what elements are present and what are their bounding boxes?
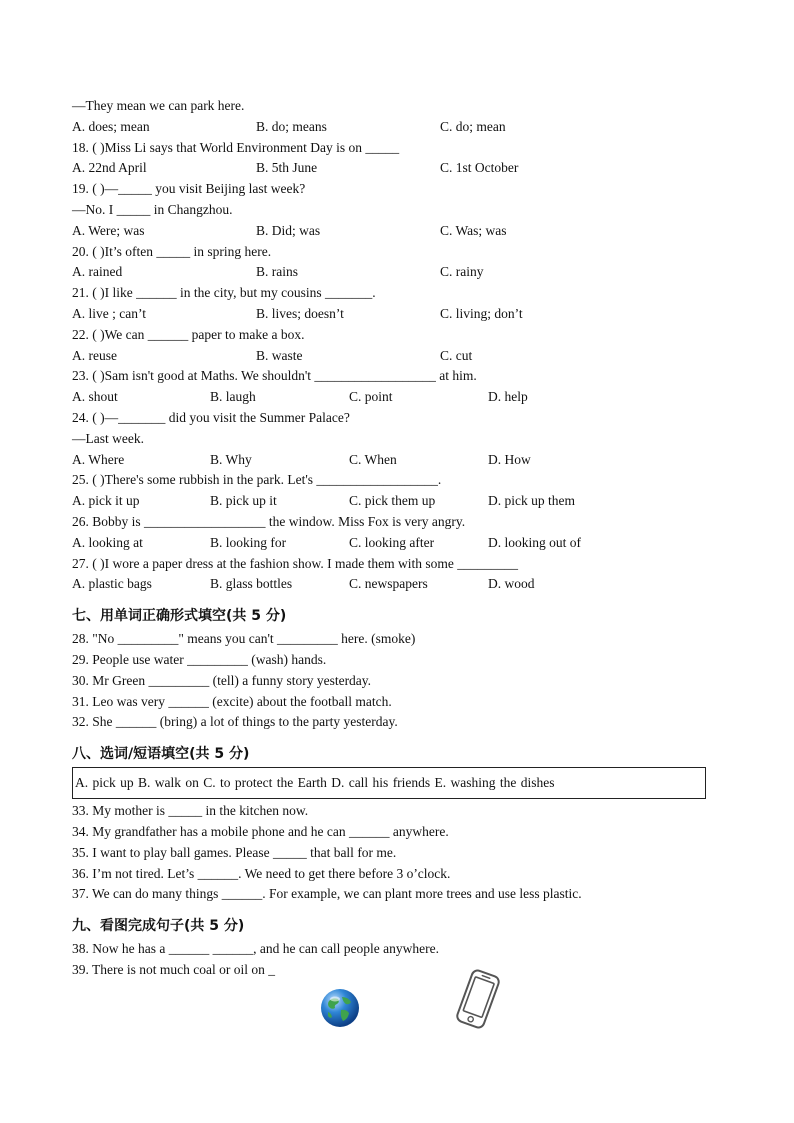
question-line: 33. My mother is _____ in the kitchen now.	[72, 803, 309, 819]
answer-option: C. looking after	[349, 534, 435, 550]
question-line: 24. ( )—_______ did you visit the Summer Palace?	[72, 409, 350, 425]
question-line: 29. People use water _________ (wash) hands.	[72, 651, 327, 667]
question-line: 23. ( )Sam isn't good at Maths. We shouldn't __________________ at him.	[72, 368, 477, 384]
question-line: 39. There is not much coal or oil on _	[72, 961, 275, 977]
mobile-phone-icon	[450, 966, 506, 1032]
answer-option: A. rained	[72, 264, 123, 280]
question-line: 37. We can do many things ______. For example, we can plant more trees and use less plastic.	[72, 886, 582, 902]
answer-option: B. lives; doesn’t	[256, 305, 344, 321]
answer-options-row	[72, 387, 732, 408]
question-line: 21. ( )I like ______ in the city, but my cousins _______.	[72, 285, 376, 301]
answer-options-row	[72, 158, 732, 179]
section-heading: 七、用单词正确形式填空(共 5 分)	[72, 608, 287, 625]
answer-options-row	[72, 346, 732, 367]
question-line: —No. I _____ in Changzhou.	[72, 201, 233, 217]
answer-option: B. pick up it	[210, 493, 277, 509]
answer-option: B. Did; was	[256, 222, 321, 238]
question-line: 22. ( )We can ______ paper to make a box.	[72, 326, 305, 342]
question-line: 19. ( )—_____ you visit Beijing last week?	[72, 181, 306, 197]
question-line: 31. Leo was very ______ (excite) about the football match.	[72, 693, 392, 709]
answer-option: A. Where	[72, 451, 125, 467]
question-line: 28. "No _________" means you can't _________ here. (smoke)	[72, 631, 416, 647]
answer-option: C. newspapers	[349, 576, 428, 592]
answer-option: D. wood	[488, 576, 535, 592]
question-line: 25. ( )There's some rubbish in the park. Let's __________________.	[72, 472, 442, 488]
answer-option: D. looking out of	[488, 534, 581, 550]
question-line: 30. Mr Green _________ (tell) a funny story yesterday.	[72, 672, 372, 688]
answer-option: B. do; means	[256, 118, 327, 134]
word-bank-box: A. pick up B. walk on C. to protect the Earth D. call his friends E. washing the dishes	[72, 767, 706, 799]
answer-options-row	[72, 491, 732, 512]
answer-option: B. 5th June	[256, 160, 318, 176]
answer-option: B. rains	[256, 264, 298, 280]
answer-option: D. help	[488, 389, 528, 405]
answer-option: C. living; don’t	[440, 305, 523, 321]
answer-option: C. Was; was	[440, 222, 507, 238]
answer-option: A. 22nd April	[72, 160, 147, 176]
answer-options-row	[72, 574, 732, 595]
answer-options-row	[72, 262, 732, 283]
question-line: 32. She ______ (bring) a lot of things to the party yesterday.	[72, 714, 398, 730]
section-heading: 八、选词/短语填空(共 5 分)	[72, 746, 250, 763]
answer-option: B. looking for	[210, 534, 287, 550]
answer-option: C. point	[349, 389, 393, 405]
answer-option: B. glass bottles	[210, 576, 293, 592]
answer-option: A. shout	[72, 389, 118, 405]
answer-options-row	[72, 221, 732, 242]
answer-option: A. reuse	[72, 347, 117, 363]
answer-options-row	[72, 117, 732, 138]
answer-option: A. pick it up	[72, 493, 140, 509]
question-line: 35. I want to play ball games. Please _____ that ball for me.	[72, 844, 397, 860]
question-line: —Last week.	[72, 430, 144, 446]
answer-options-row	[72, 450, 732, 471]
question-line: 20. ( )It’s often _____ in spring here.	[72, 243, 272, 259]
answer-option: D. pick up them	[488, 493, 575, 509]
answer-option: C. 1st October	[440, 160, 519, 176]
answer-option: A. live ; can’t	[72, 305, 146, 321]
answer-option: C. rainy	[440, 264, 484, 280]
answer-options-row	[72, 304, 732, 325]
question-line: 27. ( )I wore a paper dress at the fashion show. I made them with some _________	[72, 555, 519, 571]
answer-option: B. laugh	[210, 389, 256, 405]
question-line: 26. Bobby is __________________ the window. Miss Fox is very angry.	[72, 513, 466, 529]
question-line: —They mean we can park here.	[72, 98, 245, 113]
answer-option: C. pick them up	[349, 493, 436, 509]
worksheet-page	[72, 96, 732, 981]
question-line: 18. ( )Miss Li says that World Environment Day is on _____	[72, 139, 400, 155]
section-heading: 九、看图完成句子(共 5 分)	[72, 918, 245, 935]
answer-option: D. How	[488, 451, 531, 467]
answer-option: C. When	[349, 451, 397, 467]
answer-option: A. looking at	[72, 534, 143, 550]
answer-option: A. does; mean	[72, 118, 150, 134]
question-line: 34. My grandfather has a mobile phone and he can ______ anywhere.	[72, 823, 449, 839]
answer-option: C. cut	[440, 347, 473, 363]
answer-options-row	[72, 533, 732, 554]
answer-option: C. do; mean	[440, 118, 506, 134]
earth-globe-icon	[320, 988, 360, 1028]
answer-option: A. Were; was	[72, 222, 145, 238]
question-line: 36. I’m not tired. Let’s ______. We need to get there before 3 o’clock.	[72, 865, 451, 881]
answer-option: B. waste	[256, 347, 303, 363]
question-line: 38. Now he has a ______ ______, and he can call people anywhere.	[72, 941, 440, 957]
answer-option: A. plastic bags	[72, 576, 152, 592]
answer-option: B. Why	[210, 451, 252, 467]
